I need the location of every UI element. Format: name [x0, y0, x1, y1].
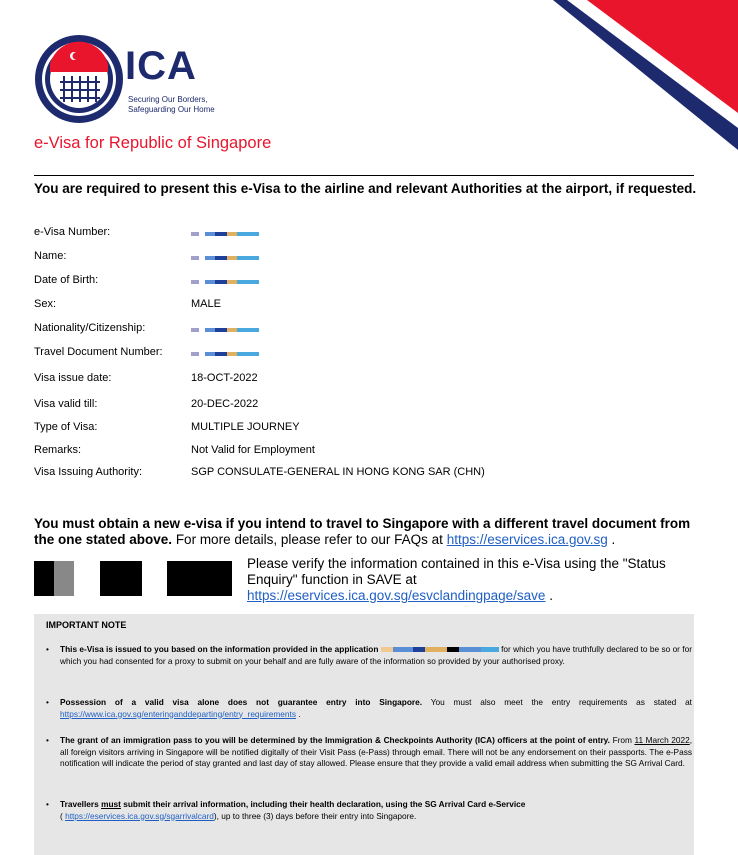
field-row: [34, 372, 694, 388]
note-bullet-text: From: [612, 735, 632, 745]
field-row: [34, 398, 694, 414]
verify-end: .: [549, 588, 553, 603]
redacted-value: [381, 646, 499, 653]
field-label: Nationality/Citizenship:: [34, 322, 146, 334]
field-row: [34, 274, 694, 290]
entry-requirements-link[interactable]: https://www.ica.gov.sg/enteringanddeparting/entry_requirements: [60, 708, 296, 719]
note-bullet-bold: This e-Visa is issued to you based on the information provided in the application: [60, 644, 379, 654]
note-bullet-bold: submit their arrival information, including their health declaration, using the SG Arrival Card e-Service: [123, 799, 526, 809]
field-row: [34, 322, 694, 338]
field-label: Name:: [34, 250, 67, 262]
note-bullet-bold: Possession of a valid visa alone does not guarantee entry into Singapore.: [60, 697, 423, 707]
note-bullet: • This e-Visa is issued to you based on the information provided in the application for which you have truthfully declared to be so or for which you had consented for a proxy to submit on your behalf and are fully aware of the information so provided by your authorised proxy.: [46, 644, 692, 666]
divider: [34, 175, 694, 176]
field-row: [34, 421, 694, 437]
note-bullet-date: 11 March 2022: [634, 735, 690, 745]
save-link[interactable]: https://eservices.ica.gov.sg/esvclandingpage/save: [247, 588, 546, 603]
note-bullet: • Travellers must submit their arrival information, including their health declaration, using the SG Arrival Card e-Service ( https://eservices.ica.gov.sg/sgarrivalcard), up to three (3) days before their entry into Singapore.: [46, 799, 526, 821]
present-notice: You are required to present this e-Visa to the airline and relevant Authorities at the airport, if requested.: [34, 181, 697, 196]
note-bullet-end: .: [298, 708, 301, 719]
note-bullet-text: (: [60, 810, 63, 821]
page-title: e-Visa for Republic of Singapore: [34, 134, 272, 152]
org-tagline: Securing Our Borders, Safeguarding Our Home: [128, 95, 215, 114]
new-visa-end: .: [611, 532, 616, 547]
redacted-value: [191, 351, 261, 357]
field-row: [34, 250, 694, 266]
field-label: Sex:: [34, 298, 57, 310]
field-row: [34, 444, 694, 460]
redacted-value: [191, 231, 261, 237]
redacted-block: [54, 561, 74, 596]
field-value: MALE: [191, 298, 221, 310]
field-label: e-Visa Number:: [34, 226, 111, 238]
note-bullet-bold: The grant of an immigration pass to you will be determined by the Immigration & Checkpoints Authority (ICA) officers at the point of entry.: [60, 735, 610, 745]
corner-stripe-decoration: [553, 0, 738, 150]
verify-text: Please verify the information contained in this e-Visa using the "Status Enquiry" function in SAVE at: [247, 556, 666, 587]
field-value: MULTIPLE JOURNEY: [191, 421, 300, 433]
field-label: Visa Issuing Authority:: [34, 466, 143, 478]
important-note-box: [34, 614, 694, 855]
field-row: [34, 466, 694, 482]
field-row: [34, 226, 694, 242]
field-label: Date of Birth:: [34, 274, 99, 286]
field-row: [34, 298, 694, 314]
faq-link[interactable]: https://eservices.ica.gov.sg: [446, 532, 608, 547]
note-bullet-text: , all foreign visitors arriving in Singapore will be notified digitally of their Visit Pass (e-Pass) through email. There will not be any endorsement on their passports. The e-Pass notification will indicate the period of stay granted and last day of stay allowed. Please ensure that they provide a valid email address when submitting the SG Arrival Card.: [60, 735, 693, 768]
important-note-heading: IMPORTANT NOTE: [46, 620, 127, 630]
new-visa-text: For more details, please refer to our FAQs at: [175, 532, 443, 547]
note-bullet-text: You must also meet the entry requirements as stated at: [430, 697, 692, 707]
note-bullet: • The grant of an immigration pass to you will be determined by the Immigration & Checkpoints Authority (ICA) officers at the point of entry. From 11 March 2022, all foreign visitors arriving in Singapore will be notified digitally of their Visit Pass (e-Pass) through email. There will not be any endorsement on their passports. The e-Pass notification will indicate the period of stay granted and last day of stay allowed. Please ensure that they provide a valid email address when submitting the SG Arrival Card.: [46, 735, 693, 768]
note-bullet-bold: must: [101, 799, 121, 809]
field-value: 20-DEC-2022: [191, 398, 259, 410]
field-row: [34, 346, 694, 362]
verify-paragraph: [247, 556, 707, 604]
redacted-value: [191, 327, 261, 333]
field-label: Visa issue date:: [34, 372, 112, 384]
field-value: SGP CONSULATE-GENERAL IN HONG KONG SAR (CHN): [191, 466, 485, 478]
note-bullet: • Possession of a valid visa alone does not guarantee entry into Singapore. You must also meet the entry requirements as stated at https://www.ica.gov.sg/enteringanddeparting/entry_requirements .: [46, 697, 692, 719]
field-value: 18-OCT-2022: [191, 372, 258, 384]
field-label: Type of Visa:: [34, 421, 98, 433]
field-label: Travel Document Number:: [34, 346, 163, 358]
note-bullet-bold: Travellers: [60, 799, 99, 809]
new-visa-bold: You must obtain a new e-visa if you intend to travel to Singapore with a different travel document from the one stated above.: [34, 516, 691, 547]
field-label: Remarks:: [34, 444, 82, 456]
redacted-block: [100, 561, 142, 596]
field-value: Not Valid for Employment: [191, 444, 315, 456]
redacted-value: [191, 255, 261, 261]
redacted-value: [191, 279, 261, 285]
redacted-block: [167, 561, 232, 596]
note-bullet-text: ), up to three (3) days before their entry into Singapore.: [213, 810, 417, 821]
field-label: Visa valid till:: [34, 398, 98, 410]
note-bullet-text: for which you have truthfully declared to be so or for which you had consented for a proxy to submit on your behalf and are fully aware of the information so provided by your authorised proxy.: [60, 644, 692, 666]
arrival-card-link[interactable]: https://eservices.ica.gov.sg/sgarrivalcard: [65, 810, 214, 821]
org-abbrev: ICA: [125, 44, 197, 88]
new-visa-paragraph: [34, 516, 714, 548]
ica-crest-icon: [34, 34, 124, 124]
